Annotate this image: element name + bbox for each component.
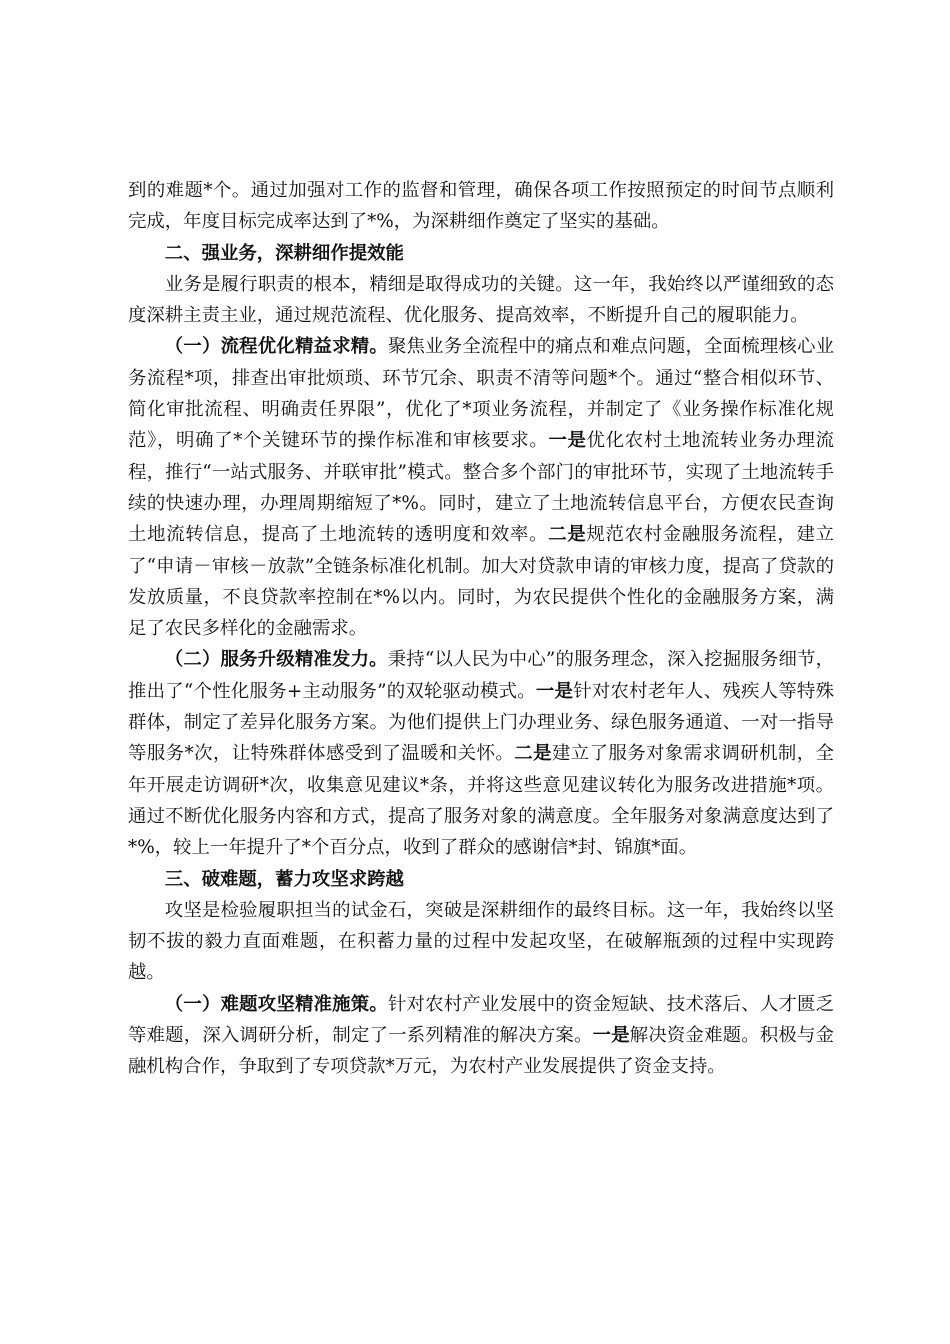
paragraph-process-optimization [128,331,834,644]
subheading-service-upgrade: （二）服务升级精准发力。 [164,649,388,671]
section-heading-3: 三、破难题，蓄力攻坚求跨越 [164,868,404,890]
subheading-process-optimization: （一）流程优化精益求精。 [164,336,388,358]
paragraph-business-intro: 业务是履行职责的根本，精细是取得成功的关键。这一年，我始终以严谨细致的态度深耕主责主业，通过规范流程、优化服务、提高效率，不断提升自己的履职能力。 [128,273,834,327]
marker-second: 二是 [548,524,587,546]
paragraph-text: 针对农村老年人、残疾人等特殊群体，制定了差异化服务方案。为他们提供上门办理业务、绿色服务通道、一对一指导等服务*次，让特殊群体感受到了温暖和关怀。 [128,680,834,765]
paragraph-breakthrough-intro: 攻坚是检验履职担当的试金石，突破是深耕细作的最终目标。这一年，我始终以坚韧不拔的毅力直面难题，在积蓄力量的过程中发起攻坚，在破解瓶颈的过程中实现跨越。 [128,899,834,984]
paragraph-text: 优化农村土地流转业务办理流程，推行“一站式服务、并联审批”模式。整合多个部门的审批环节，实现了土地流转手续的快速办理，办理周期缩短了*%。同时，建立了土地流转信息平台，方便农民查询土地流转信息，提高了土地流转的透明度和效率。 [128,430,834,546]
paragraph-text: 解决资金难题。积极与金融机构合作，争取到了专项贷款*万元，为农村产业发展提供了资金支持。 [128,1025,834,1078]
paragraph-text: 秉持“以人民为中心”的服务理念，深入挖掘服务细节，推出了“个性化服务+主动服务”的双轮驱动模式。 [128,649,834,702]
section-heading-2: 二、强业务，深耕细作提效能 [164,242,404,264]
marker-first: 一是 [548,430,587,452]
marker-first: 一是 [535,680,574,702]
paragraph-problem-solving [128,989,834,1083]
paragraph-text: 聚焦业务全流程中的痛点和难点问题，全面梳理核心业务流程*项，排查出审批烦琐、环节冗余、职责不清等问题*个。通过“整合相似环节、简化审批流程、明确责任界限”，优化了*项业务流程，并制定了《业务操作标准化规范》，明确了*个关键环节的操作标准和审核要求。 [128,336,834,452]
paragraph-text: 针对农村产业发展中的资金短缺、技术落后、人才匮乏等难题，深入调研分析，制定了一系列精准的解决方案。 [128,993,834,1047]
paragraph-text: 建立了服务对象需求调研机制，全年开展走访调研*次，收集意见建议*条，并将这些意见建议转化为服务改进措施*项。通过不断优化服务内容和方式，提高了服务对象的满意度。全年服务对象满意度达到了*%，较上一年提升了*个百分点，收到了群众的感谢信*封、锦旗*面。 [128,743,834,859]
subheading-problem-solving: （一）难题攻坚精准施策。 [164,993,388,1015]
marker-first: 一是 [592,1025,630,1047]
document-page [128,175,834,1083]
paragraph-text: 规范农村金融服务流程，建立了“申请－审核－放款”全链条标准化机制。加大对贷款申请的审核力度，提高了贷款的发放质量，不良贷款率控制在*%以内。同时，为农民提供个性化的金融服务方案，满足了农民多样化的金融需求。 [128,524,834,640]
paragraph-continued: 到的难题*个。通过加强对工作的监督和管理，确保各项工作按照预定的时间节点顺利完成，年度目标完成率达到了*%，为深耕细作奠定了坚实的基础。 [128,180,834,233]
paragraph-service-upgrade [128,644,834,863]
marker-second: 二是 [514,743,552,765]
